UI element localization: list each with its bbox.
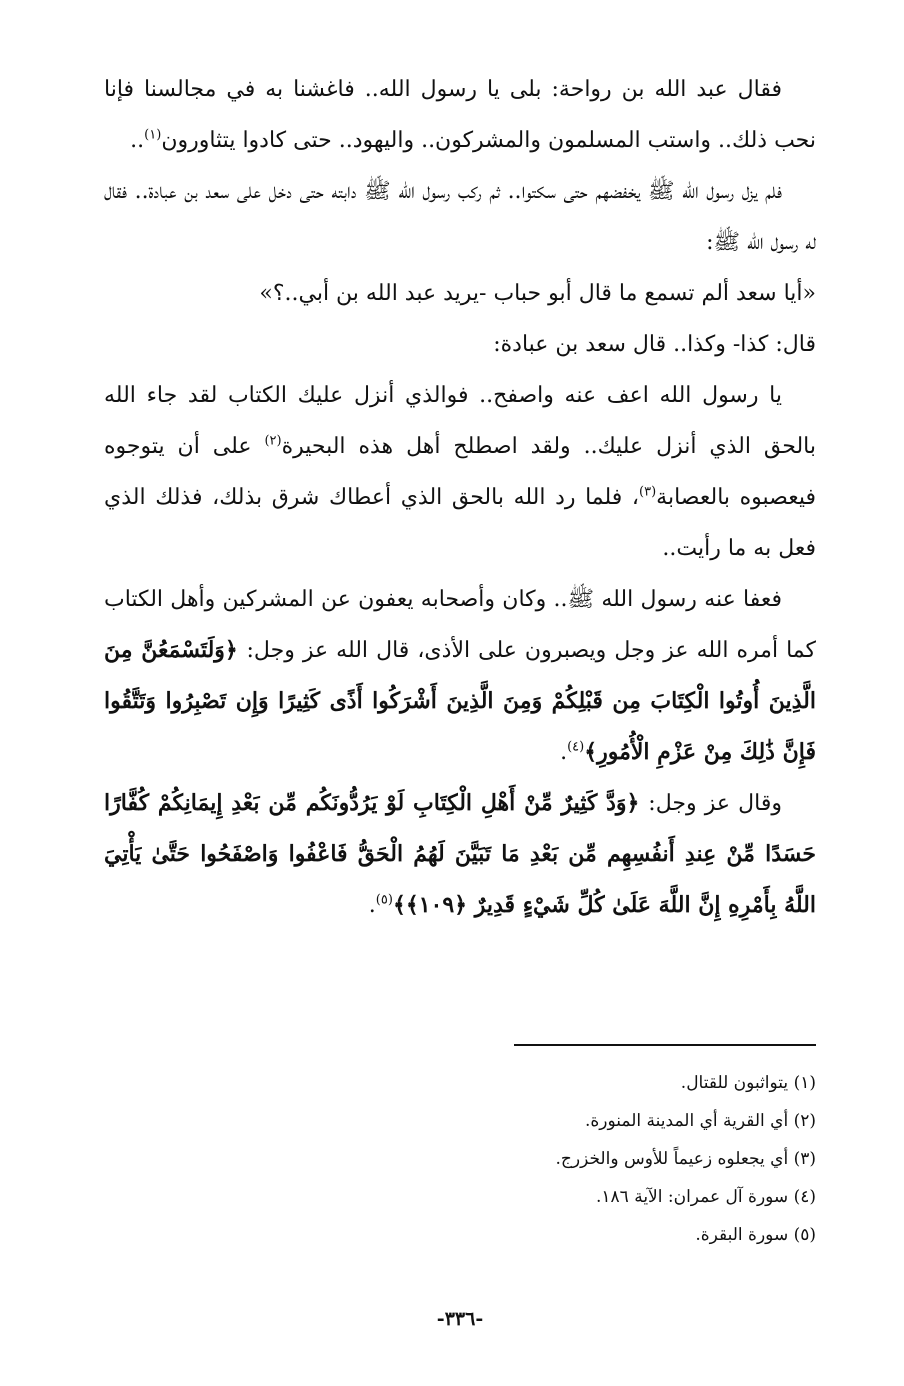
paragraph-text: على أن يتوجوه فيعصبوه بالعصابة (104, 434, 816, 510)
paragraph-end: .. (130, 128, 145, 153)
paragraph-text: وقال عز وجل: (648, 791, 782, 816)
paragraph-text: فعفا عنه رسول الله ﷺ.. وكان وأصحابه يعفون عن المشركين وأهل الكتاب كما أمره الله عز وجل ويصبرون على الأذى، قال الله عز وجل: (104, 587, 816, 663)
footnote-ref-3: (٣) (639, 484, 657, 500)
footnote-5: (٥) سورة البقرة. (695, 1225, 816, 1245)
paragraph-end: . (560, 740, 568, 765)
footnote-ref-4: (٤) (567, 739, 585, 755)
footnote-ref-2: (٢) (264, 433, 282, 449)
paragraph-4 (104, 319, 816, 370)
page-number: -٣٣٦- (436, 1308, 484, 1330)
paragraph-text: ، فلما رد الله بالحق الذي أعطاك شرق بذلك، فذلك الذي فعل به ما رأيت.. (104, 485, 816, 561)
footnote-ref-1: (١) (144, 127, 162, 143)
paragraph-7 (104, 778, 816, 931)
book-page (104, 64, 816, 1386)
footnote-3: (٣) أي يجعلوه زعيماً للأوس والخزرج. (555, 1149, 816, 1169)
paragraph-text: فلم يزل رسول الله ﷺ يخفضهم حتى سكتوا.. ثم ركب رسول الله ﷺ دابته حتى دخل على سعد بن عبادة.. فقال له رسول الله ﷺ: (104, 179, 816, 255)
footnote-2: (٢) أي القرية أي المدينة المنورة. (584, 1111, 816, 1131)
paragraph-text: يا رسول الله اعف عنه واصفح.. فوالذي أنزل عليك الكتاب لقد جاء الله بالحق الذي أنزل عليك.. ولقد اصطلح أهل هذه البحيرة (104, 383, 816, 459)
paragraph-end: . (368, 893, 376, 918)
paragraph-3 (104, 268, 816, 319)
paragraph-6 (104, 574, 816, 778)
paragraph-text: قال: كذا- وكذا.. قال سعد بن عبادة: (493, 332, 816, 357)
paragraph-text: فقال عبد الله بن رواحة: بلى يا رسول الله.. فاغشنا به في مجالسنا فإنا نحب ذلك.. واستب المسلمون والمشركون.. واليهود.. حتى كادوا يتثاورون (104, 77, 816, 153)
paragraph-text: «أيا سعد ألم تسمع ما قال أبو حباب -يريد عبد الله بن أبي..؟» (259, 281, 816, 306)
paragraph-2 (104, 166, 816, 268)
quran-verse: ﴿وَلَتَسْمَعُنَّ مِنَ الَّذِينَ أُوتُوا الْكِتَابَ مِن قَبْلِكُمْ وَمِنَ الَّذِينَ أَشْرَكُوا أَذًى كَثِيرًا وَإِن تَصْبِرُوا وَتَتَّقُوا فَإِنَّ ذَٰلِكَ مِنْ عَزْمِ الْأُمُورِ﴾ (104, 637, 816, 765)
footnote-4: (٤) سورة آل عمران: الآية ١٨٦. (595, 1187, 816, 1207)
quran-verse: ﴿وَدَّ كَثِيرٌ مِّنْ أَهْلِ الْكِتَابِ لَوْ يَرُدُّونَكُم مِّن بَعْدِ إِيمَانِكُمْ كُفَّارًا حَسَدًا مِّنْ عِندِ أَنفُسِهِم مِّن بَعْدِ مَا تَبَيَّنَ لَهُمُ الْحَقُّ فَاعْفُوا وَاصْفَحُوا حَتَّىٰ يَأْتِيَ اللَّهُ بِأَمْرِهِ إِنَّ اللَّهَ عَلَىٰ كُلِّ شَيْءٍ قَدِيرٌ ﴿١٠٩﴾﴾ (104, 790, 816, 918)
paragraph-5 (104, 370, 816, 574)
main-text (104, 64, 816, 931)
footnote-1: (١) يتواثبون للقتال. (680, 1073, 816, 1093)
paragraph-1 (104, 64, 816, 166)
footnote-ref-5: (٥) (375, 892, 393, 908)
